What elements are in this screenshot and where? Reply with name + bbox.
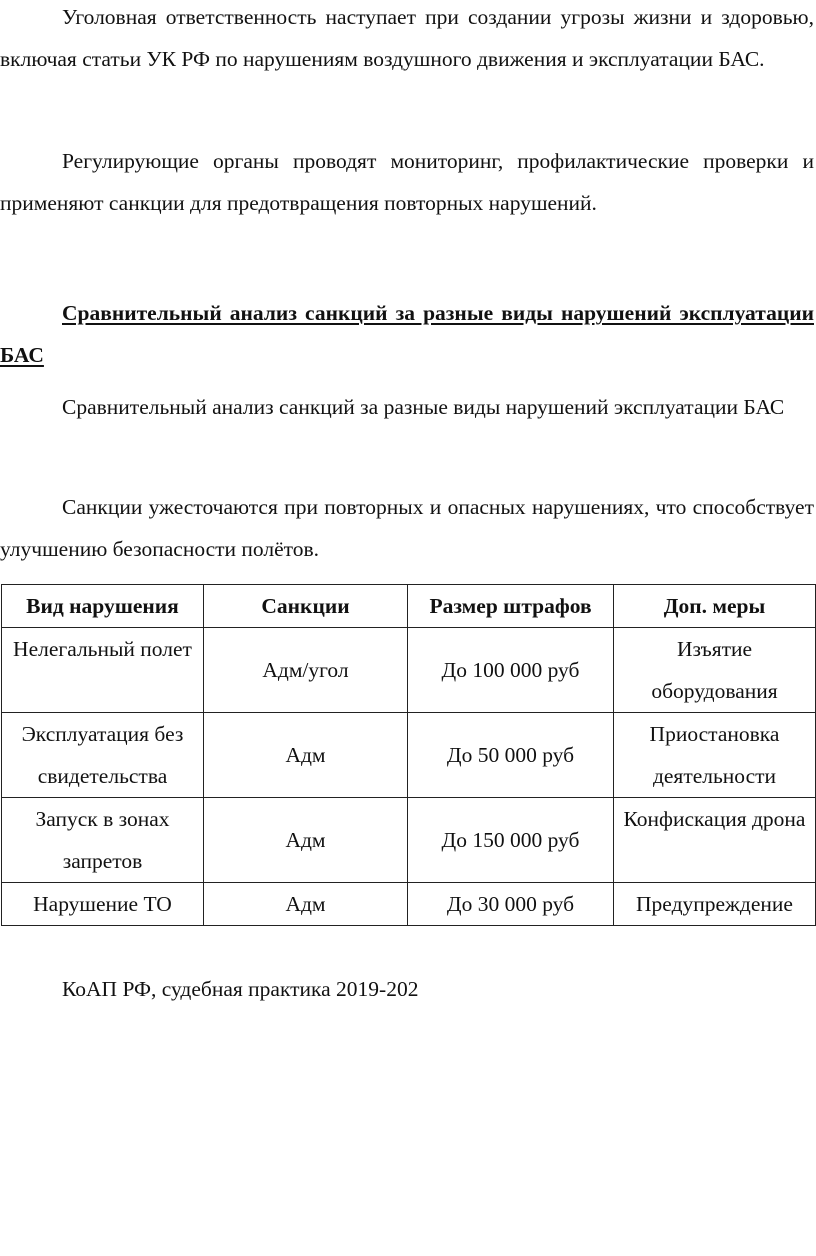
- cell-violation: Запуск в зонах запретов: [2, 798, 204, 883]
- table-row: [2, 628, 816, 713]
- cell-fine: До 50 000 руб: [408, 713, 614, 798]
- table-row: [2, 883, 816, 926]
- cell-violation: Нелегальный полет: [2, 628, 204, 713]
- cell-measure: Изъятие оборудования: [614, 628, 816, 713]
- header-extra-measures: Доп. меры: [614, 585, 816, 628]
- table-row: [2, 713, 816, 798]
- section-heading: Сравнительный анализ санкций за разные виды нарушений эксплуатации БАС: [0, 301, 814, 367]
- cell-violation: Нарушение ТО: [2, 883, 204, 926]
- table-row: [2, 798, 816, 883]
- cell-fine: До 150 000 руб: [408, 798, 614, 883]
- cell-measure: Конфискация дрона: [614, 798, 816, 883]
- header-fine-amount: Размер штрафов: [408, 585, 614, 628]
- cell-sanction: Адм: [204, 713, 408, 798]
- header-violation-type: Вид нарушения: [2, 585, 204, 628]
- cell-sanction: Адм: [204, 883, 408, 926]
- cell-measure: Приостановка деятельности: [614, 713, 816, 798]
- sanctions-table: [1, 584, 816, 926]
- cell-measure: Предупреждение: [614, 883, 816, 926]
- paragraph-sanctions-tighten: Санкции ужесточаются при повторных и опасных нарушениях, что способствует улучшению безопасности полётов.: [0, 495, 814, 561]
- cell-sanction: Адм/угол: [204, 628, 408, 713]
- cell-fine: До 30 000 руб: [408, 883, 614, 926]
- paragraph-criminal-liability: Уголовная ответственность наступает при создании угрозы жизни и здоровью, включая статьи УК РФ по нарушениям воздушного движения и эксплуатации БАС.: [0, 5, 814, 71]
- header-sanctions: Санкции: [204, 585, 408, 628]
- paragraph-analysis: Сравнительный анализ санкций за разные виды нарушений эксплуатации БАС: [62, 395, 785, 419]
- cell-violation: Эксплуатация без свидетельства: [2, 713, 204, 798]
- paragraph-regulators: Регулирующие органы проводят мониторинг, профилактические проверки и применяют санкции для предотвращения повторных нарушений.: [0, 149, 814, 215]
- cell-fine: До 100 000 руб: [408, 628, 614, 713]
- cell-sanction: Адм: [204, 798, 408, 883]
- source-note: КоАП РФ, судебная практика 2019-202: [62, 977, 419, 1001]
- table-header-row: [2, 585, 816, 628]
